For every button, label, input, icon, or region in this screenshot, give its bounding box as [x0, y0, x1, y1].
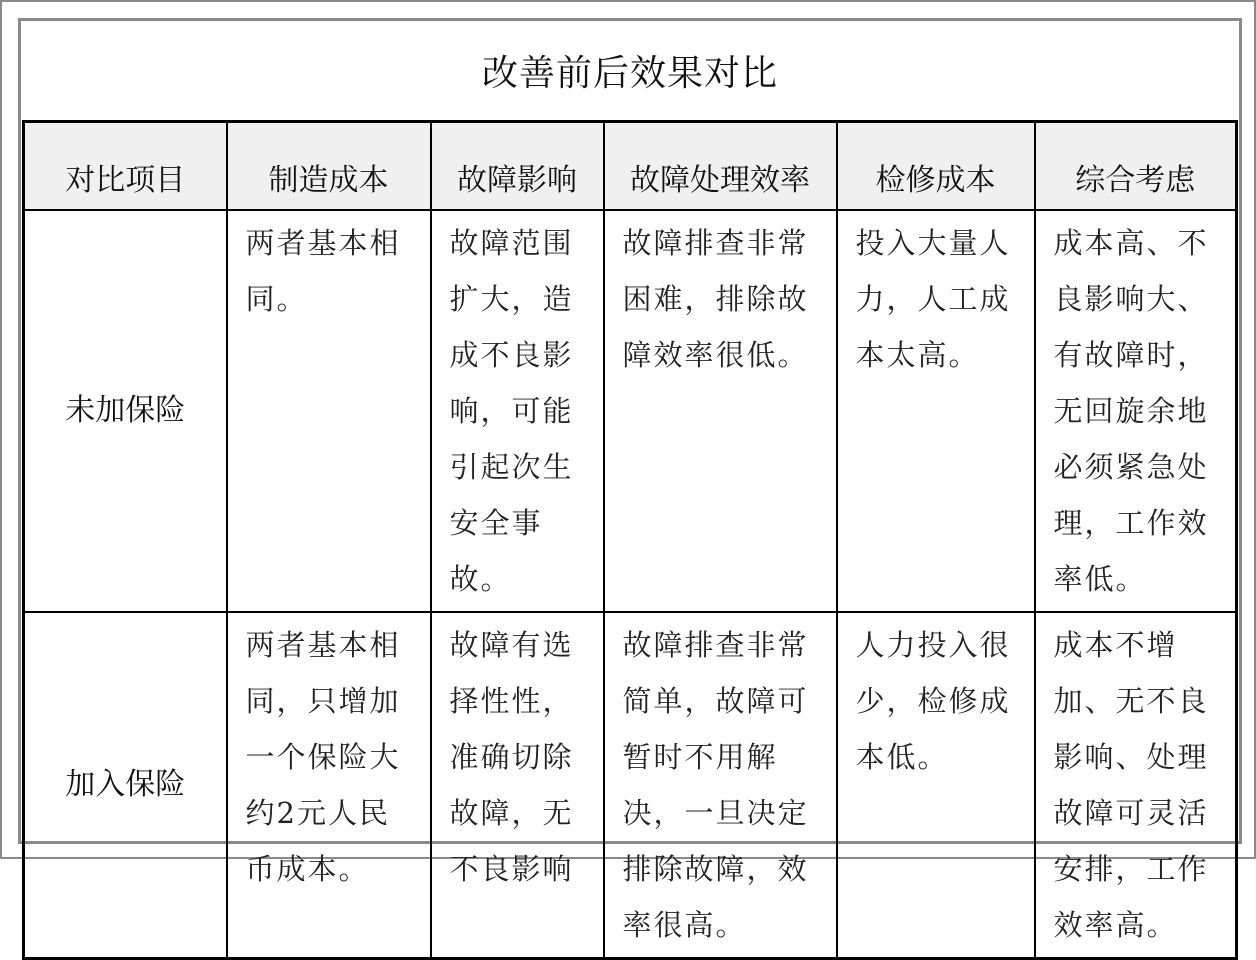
cell-manufacturing-cost: 两者基本相同，只增加一个保险大约2元人民币成本。: [227, 612, 431, 959]
table-row-with-fuse: [24, 612, 1237, 959]
cell-maintenance-cost: 投入大量人力，人工成本太高。: [837, 210, 1035, 612]
cell-overall-consideration: 成本高、不良影响大、有故障时，无回旋余地必须紧急处理，工作效率低。: [1035, 210, 1237, 612]
cell-fault-impact: 故障有选择性性，准确切除故障，无不良影响: [431, 612, 604, 959]
header-maintenance-cost: 检修成本: [837, 122, 1035, 211]
header-overall-consideration: 综合考虑: [1035, 122, 1237, 211]
cell-fault-handling-efficiency: 故障排查非常困难，排除故障效率很低。: [604, 210, 837, 612]
comparison-table: [22, 120, 1238, 960]
row-label: 未加保险: [24, 210, 227, 612]
header-fault-impact: 故障影响: [431, 122, 604, 211]
header-fault-handling-efficiency: 故障处理效率: [604, 122, 837, 211]
header-manufacturing-cost: 制造成本: [227, 122, 431, 211]
cell-manufacturing-cost: 两者基本相同。: [227, 210, 431, 612]
document-title: 改善前后效果对比: [481, 52, 778, 94]
row-label: 加入保险: [24, 612, 227, 959]
document-frame: [18, 18, 1242, 942]
cell-fault-impact: 故障范围扩大，造成不良影响，可能引起次生安全事故。: [431, 210, 604, 612]
header-comparison-item: 对比项目: [24, 122, 227, 211]
cell-fault-handling-efficiency: 故障排查非常简单，故障可暂时不用解决，一旦决定排除故障，效率很高。: [604, 612, 837, 959]
table-header-row: [24, 122, 1237, 211]
cell-overall-consideration: 成本不增加、无不良影响、处理故障可灵活安排，工作效率高。: [1035, 612, 1237, 959]
table-row-without-fuse: [24, 210, 1237, 612]
cell-maintenance-cost: 人力投入很少，检修成本低。: [837, 612, 1035, 959]
